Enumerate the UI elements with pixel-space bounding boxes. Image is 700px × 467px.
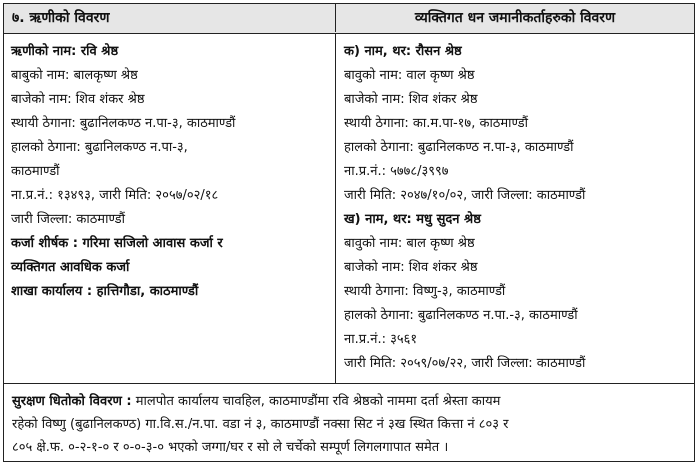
guarantor-a-issued: जारी मिति: २०४७/१०/०२, जारी जिल्ला: काठमाण्डौं <box>344 188 586 203</box>
branch-office: शाखा कार्यालय : हात्तिगौडा, काठमाण्डौं <box>11 284 199 299</box>
guarantor-a-grandfather: बाजेको नाम: शिव शंकर श्रेष्ठ <box>344 92 478 107</box>
table-header <box>4 4 694 34</box>
collateral-line-3: ८०५ क्षे.फ. ०-२-१-० र ०-०-३-० भएको जग्गा/घर र सो ले चर्चेको सम्पूर्ण लिगलगापात समेत । <box>12 440 449 455</box>
borrower-citizenship: ना.प्र.नं.: १३४९३, जारी मिति: २०५७/०२/१८ <box>11 188 219 203</box>
guarantor-b-father: बावुको नाम: बाल कृष्ण श्रेष्ठ <box>344 236 475 251</box>
borrower-permanent-address: स्थायी ठेगाना: बुढानिलकण्ठ न.पा-३, काठमाण्डौं <box>11 116 236 131</box>
borrower-current-address: हालको ठेगाना: बुढानिलकण्ठ न.पा-३, <box>11 140 188 155</box>
collateral-details <box>4 383 694 461</box>
collateral-text-1: मालपोत कार्यालय चावहिल, काठमाण्डौंमा रवि श्रेष्ठको नाममा दर्ता श्रेस्ता कायम <box>135 394 501 409</box>
borrower-name: ऋणीको नाम: रवि श्रेष्ठ <box>11 44 119 59</box>
notice-table <box>3 3 695 462</box>
collateral-label: सुरक्षण धितोको विवरण : <box>12 394 132 409</box>
guarantor-b-grandfather: बाजेको नाम: शिव शंकर श्रेष्ठ <box>344 260 478 275</box>
guarantor-a-permanent: स्थायी ठेगाना: का.म.पा-१७, काठमाण्डौं <box>344 116 529 131</box>
guarantor-b-current: हालको ठेगाना: बुढानिलकण्ठ न.पा.-३, काठमाण्डौं <box>344 308 578 323</box>
guarantor-a-current: हालको ठेगाना: बुढानिलकण्ठ न.पा-३, काठमाण्डौं <box>344 140 574 155</box>
collateral-line-2: रहेको विष्णु (बुढानिलकण्ठ) गा.वि.स./न.पा. वडा नं ३, काठमाण्डौं नक्सा सिट नं ३ख स्थित कित्ता नं ८०३ र <box>12 417 509 432</box>
borrower-details <box>4 34 336 383</box>
borrower-header: ७. ऋणीको विवरण <box>4 4 336 32</box>
guarantor-b-citizenship: ना.प्र.नं.: ३५६१ <box>344 332 418 347</box>
borrower-father: बाबुको नाम: बालकृष्ण श्रेष्ठ <box>11 68 138 83</box>
borrower-grandfather: बाजेको नाम: शिव शंकर श्रेष्ठ <box>11 92 145 107</box>
guarantor-header: व्यक्तिगत धन जमानीकर्ताहरुको विवरण <box>414 10 616 26</box>
borrower-district: जारी जिल्ला: काठमाण्डौं <box>11 212 125 227</box>
loan-title-cont: व्यक्तिगत आवधिक कर्जा <box>11 260 130 275</box>
guarantor-details <box>336 34 694 383</box>
guarantor-b-permanent: स्थायी ठेगाना: विष्णु-३, काठमाण्डौं <box>344 284 506 299</box>
borrower-current-address-cont: काठमाण्डौं <box>11 164 60 179</box>
loan-title: कर्जा शीर्षक : गरिमा सजिलो आवास कर्जा र <box>11 236 223 251</box>
collateral-line-1 <box>12 390 686 413</box>
guarantor-b-issued: जारी मिति: २०५९/०७/२२, जारी जिल्ला: काठमाण्डौं <box>344 356 586 371</box>
guarantor-a-citizenship: ना.प्र.नं.: ५७७८/३९९७ <box>344 164 449 179</box>
guarantor-a-name: क) नाम, थर: रौसन श्रेष्ठ <box>344 44 462 59</box>
guarantor-a-father: बावुको नाम: वाल कृष्ण श्रेष्ठ <box>344 68 475 83</box>
guarantor-b-name: ख) नाम, थर: मधु सुदन श्रेष्ठ <box>344 212 481 227</box>
